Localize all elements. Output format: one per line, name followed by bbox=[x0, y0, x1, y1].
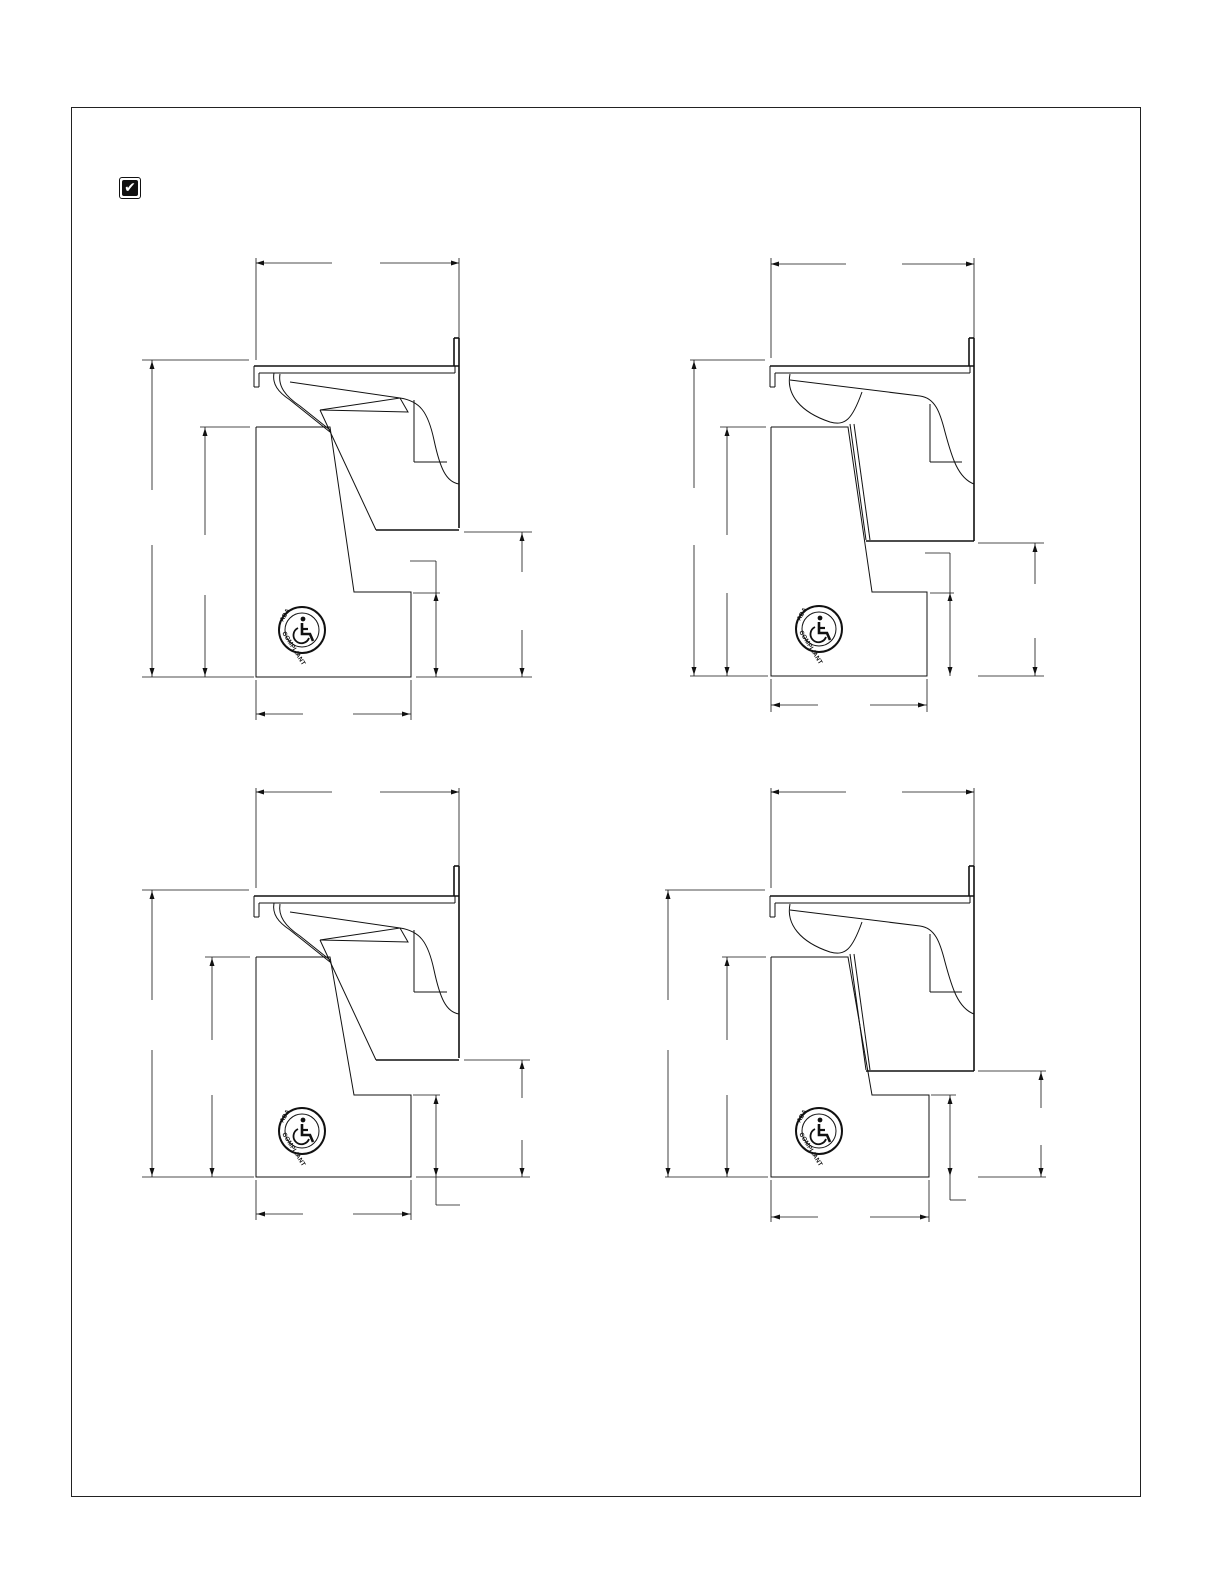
dimension-top-width bbox=[256, 258, 459, 360]
ada-compliant-seal bbox=[279, 1108, 325, 1168]
svg-text:COMPLIANT: COMPLIANT bbox=[280, 630, 307, 667]
dimension-top-width bbox=[256, 788, 459, 888]
checkbox[interactable] bbox=[119, 177, 141, 199]
dimension-toe-clearance bbox=[413, 1095, 460, 1205]
ada-compliant-seal bbox=[796, 606, 842, 666]
basin-bowl bbox=[274, 903, 459, 1060]
dimension-overall-height bbox=[142, 890, 249, 1177]
dimension-knee-clearance bbox=[464, 532, 532, 677]
checkmark-icon: ✔ bbox=[122, 180, 138, 196]
dimension-pedestal-height bbox=[205, 957, 250, 1177]
basin-bowl bbox=[789, 904, 974, 1071]
dimension-toe-clearance bbox=[931, 1095, 966, 1200]
dimension-overall-height bbox=[142, 360, 249, 677]
ada-compliant-seal bbox=[279, 607, 325, 667]
dimension-knee-clearance bbox=[978, 1071, 1046, 1177]
dimension-toe-clearance bbox=[410, 561, 440, 677]
pedestal bbox=[771, 957, 929, 1177]
dimension-pedestal-height bbox=[720, 427, 766, 676]
dimension-base-width bbox=[256, 680, 411, 720]
elevation-bottom-right bbox=[655, 780, 1060, 1230]
dimension-pedestal-height bbox=[200, 427, 250, 677]
svg-text:ADA: ADA bbox=[795, 1108, 809, 1124]
pedestal bbox=[256, 427, 411, 677]
svg-text:COMPLIANT: COMPLIANT bbox=[280, 1131, 307, 1168]
basin-deck bbox=[770, 896, 974, 917]
dimension-base-width bbox=[771, 679, 927, 712]
wall-bracket bbox=[454, 866, 459, 1058]
elevation-top-left bbox=[130, 250, 550, 730]
dimension-base-width bbox=[771, 1180, 929, 1222]
svg-text:ADA: ADA bbox=[278, 607, 292, 623]
dimension-pedestal-height bbox=[722, 957, 766, 1177]
dimension-overall-height bbox=[690, 360, 765, 676]
pedestal bbox=[771, 427, 927, 676]
dimension-knee-clearance bbox=[464, 1060, 530, 1177]
basin-bowl bbox=[789, 374, 974, 541]
elevation-bottom-left bbox=[130, 780, 550, 1230]
elevation-top-right bbox=[680, 250, 1060, 720]
pedestal bbox=[256, 957, 411, 1177]
dimension-knee-clearance bbox=[978, 543, 1044, 676]
dimension-overall-height bbox=[665, 890, 765, 1177]
dimension-top-width bbox=[771, 258, 974, 358]
ada-compliant-seal bbox=[796, 1108, 842, 1168]
basin-bowl bbox=[274, 373, 459, 530]
svg-text:ADA: ADA bbox=[795, 606, 809, 622]
svg-text:COMPLIANT: COMPLIANT bbox=[797, 1131, 824, 1168]
dimension-top-width bbox=[771, 788, 974, 888]
basin-deck bbox=[254, 366, 459, 387]
svg-text:COMPLIANT: COMPLIANT bbox=[797, 629, 824, 666]
dimension-toe-clearance bbox=[925, 553, 954, 676]
dimension-base-width bbox=[256, 1180, 411, 1220]
basin-deck bbox=[770, 366, 974, 387]
basin-deck bbox=[254, 896, 459, 917]
svg-text:ADA: ADA bbox=[278, 1108, 292, 1124]
